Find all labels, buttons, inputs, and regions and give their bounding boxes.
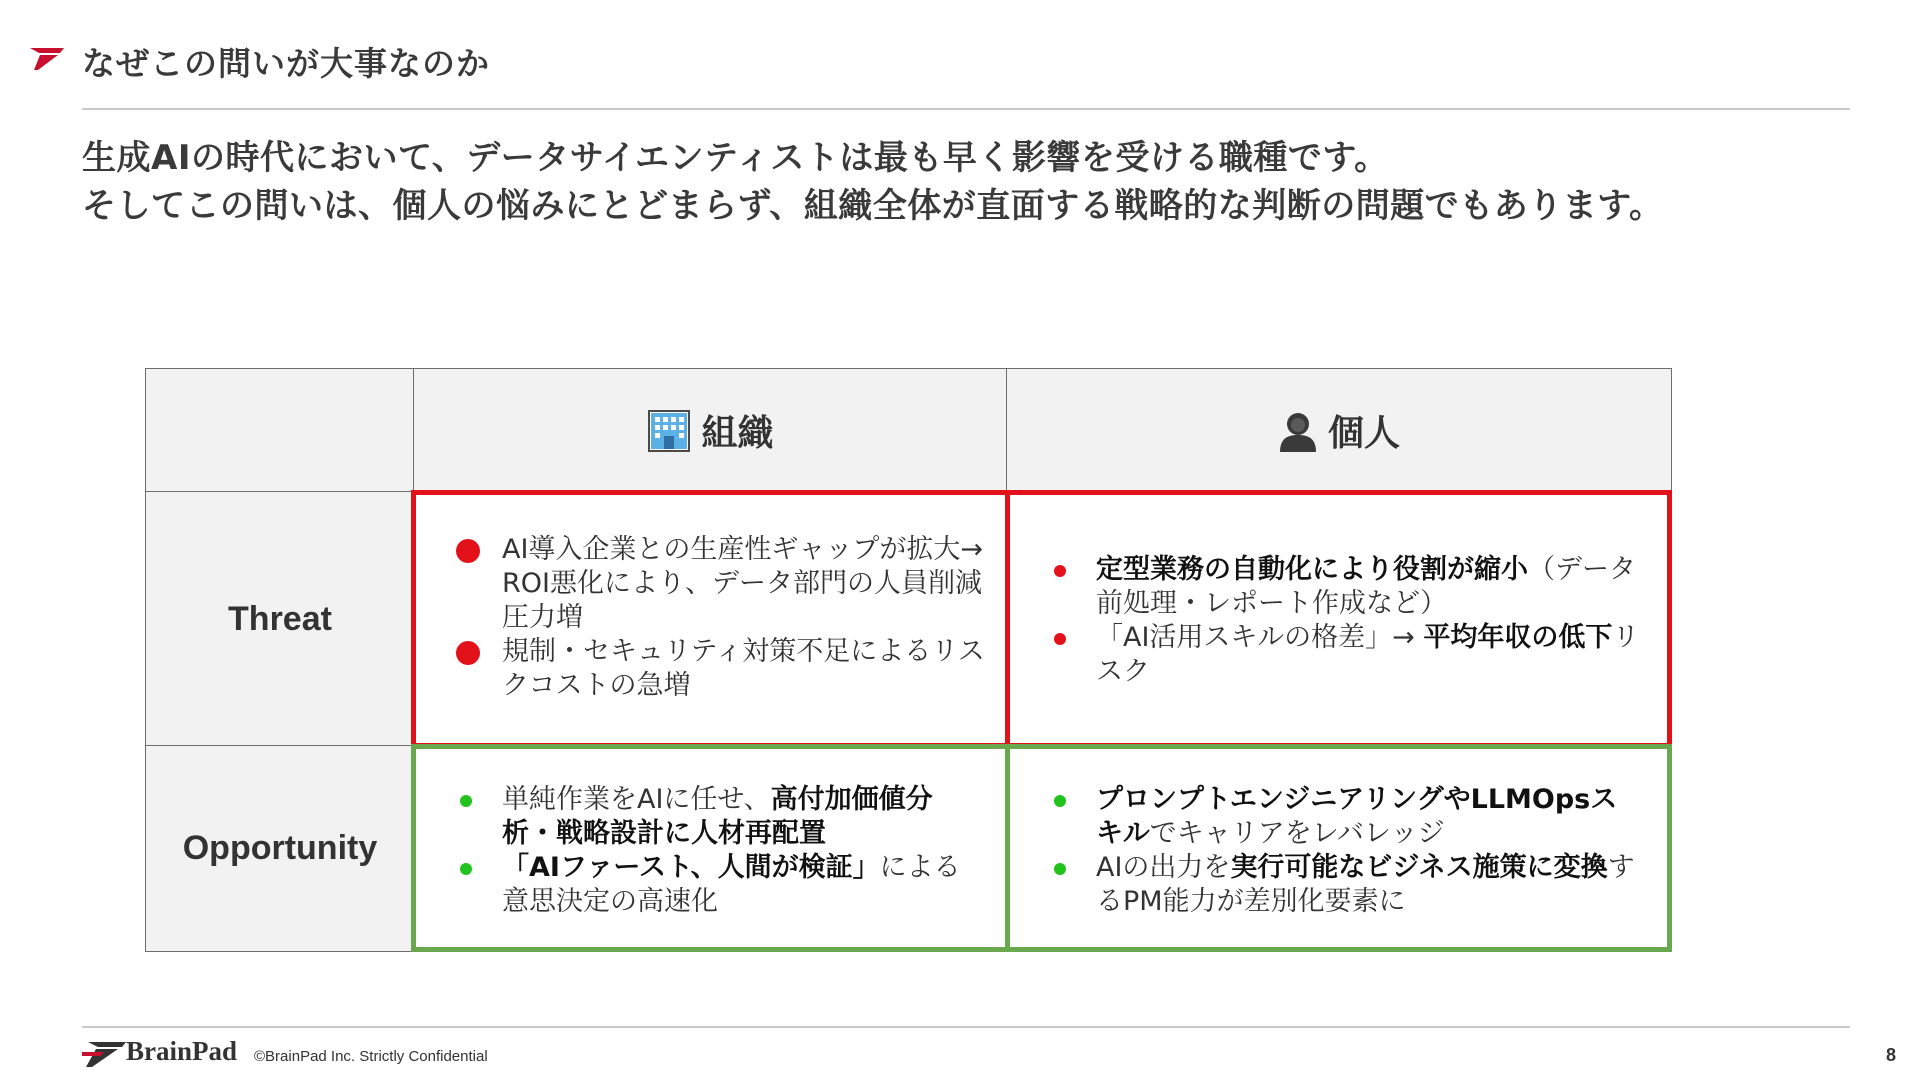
column-header-org-label: 組織 bbox=[701, 413, 774, 454]
matrix-corner-cell bbox=[145, 368, 415, 493]
lead-text bbox=[82, 134, 1882, 230]
column-header-individual-label: 個人 bbox=[1327, 413, 1400, 454]
footer-brand: BrainPad bbox=[126, 1036, 238, 1066]
bullet-dot bbox=[460, 795, 472, 807]
lead-line-1: 生成AIの時代において、データサイエンティストは最も早く影響を受ける職種です。 bbox=[82, 138, 1389, 178]
threat-individual-cell bbox=[1005, 490, 1672, 748]
list-item bbox=[452, 635, 986, 703]
threat-org-cell bbox=[411, 490, 1011, 748]
list-item-text: リスク bbox=[1096, 622, 1640, 687]
opportunity-org-cell bbox=[411, 744, 1011, 952]
list-item bbox=[1046, 851, 1643, 919]
bullet-dot bbox=[1054, 795, 1066, 807]
row-header-threat bbox=[145, 491, 415, 747]
bullet-dot bbox=[1054, 863, 1066, 875]
page-number: 8 bbox=[1885, 1045, 1896, 1065]
list-item-text: でキャリアをレバレッジ bbox=[1149, 818, 1445, 849]
opportunity-individual-cell bbox=[1005, 744, 1672, 952]
list-item bbox=[452, 851, 986, 919]
list-item bbox=[1046, 553, 1643, 621]
office-building-icon bbox=[647, 409, 691, 453]
list-item-emphasis: 「AIファースト、人間が検証」 bbox=[502, 852, 880, 883]
list-item-text: （データ前処理・レポート作成など） bbox=[1096, 554, 1636, 619]
list-item-text: 単純作業をAIに任せ、 bbox=[502, 784, 771, 815]
page-title: なぜこの問いが大事なのか bbox=[82, 44, 490, 83]
bullet-dot bbox=[460, 863, 472, 875]
footer-divider bbox=[82, 1026, 1850, 1028]
brainpad-logo-icon bbox=[82, 1040, 126, 1068]
list-item bbox=[452, 533, 986, 635]
list-item-emphasis: 実行可能なビジネス施策に変換 bbox=[1230, 852, 1608, 883]
list-item-emphasis: プロンプトエンジニアリングやLLMOpsスキル bbox=[1096, 784, 1618, 849]
list-item-emphasis: 高付加価値分析・戦略設計に人材再配置 bbox=[502, 784, 933, 849]
lead-line-2: そしてこの問いは、個人の悩みにとどまらず、組織全体が直面する戦略的な判断の問題でもあります。 bbox=[82, 186, 1664, 226]
list-item bbox=[1046, 621, 1643, 689]
threat-opportunity-matrix bbox=[145, 368, 1672, 952]
list-item-text: 「AI活用スキルの格差」→ bbox=[1096, 622, 1424, 653]
list-item-text: AIの出力を bbox=[1096, 852, 1231, 883]
list-item-text: するPM能力が差別化要素に bbox=[1096, 852, 1635, 917]
list-item-text: AI導入企業との生産性ギャップが拡大→ ROI悪化により、データ部門の人員削減圧力増 bbox=[502, 534, 984, 633]
list-item-text: 規制・セキュリティ対策不足によるリスクコストの急増 bbox=[502, 636, 985, 701]
list-item-emphasis: 定型業務の自動化により役割が縮小 bbox=[1096, 554, 1528, 585]
bullet-dot bbox=[1054, 633, 1066, 645]
bullet-dot bbox=[1054, 565, 1066, 577]
row-header-threat-label: Threat bbox=[228, 599, 332, 638]
bullet-dot bbox=[456, 641, 480, 665]
row-header-opportunity-label: Opportunity bbox=[182, 829, 378, 867]
row-header-opportunity bbox=[145, 745, 415, 952]
list-item-text: による意思決定の高速化 bbox=[502, 852, 961, 917]
column-header-individual bbox=[1006, 368, 1672, 493]
bullet-dot bbox=[456, 539, 480, 563]
list-item bbox=[452, 783, 986, 851]
column-header-org bbox=[413, 368, 1008, 493]
list-item bbox=[1046, 783, 1643, 851]
footer-copyright: ©BrainPad Inc. Strictly Confidential bbox=[254, 1048, 488, 1065]
brand-mark-icon bbox=[30, 48, 64, 70]
list-item-emphasis: 平均年収の低下 bbox=[1423, 622, 1613, 653]
person-silhouette-icon bbox=[1278, 410, 1318, 452]
title-divider bbox=[82, 108, 1850, 110]
